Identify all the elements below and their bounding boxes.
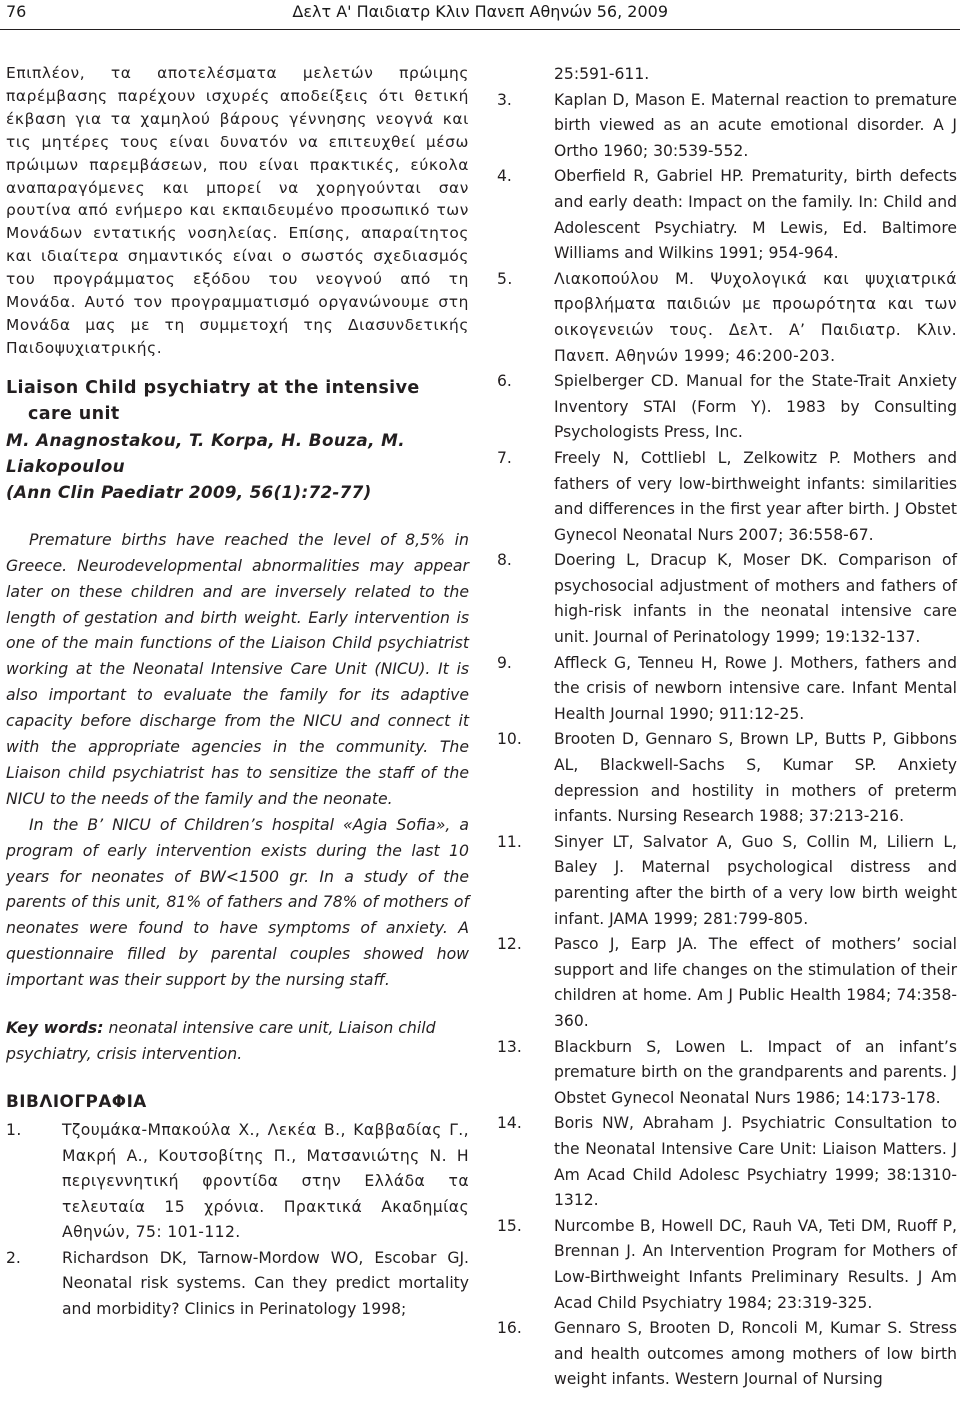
reference-text: Blackburn S, Lowen L. Impact of an infant’s premature birth on the grandparents and parents. J Obstet Gynecol Neonatal Nurs 1986; 14:173-178. [554, 1037, 957, 1107]
abstract-title [6, 375, 469, 427]
keywords-label: Key words: [6, 1018, 104, 1038]
right-column [497, 62, 957, 1393]
reference-text: Kaplan D, Mason E. Maternal reaction to premature birth viewed as an acute emotional disorder. A J Ortho 1960; 30:539-552. [554, 90, 957, 160]
reference-number: 16. [497, 1319, 522, 1338]
reference-number: 11. [497, 832, 522, 851]
left-column [6, 62, 469, 1323]
reference-text: Λιακοπούλου Μ. Ψυχολογικά και ψυχιατρικά προβλήματα παιδιών με προωρότητα και των οικογενειών τους. Δελτ. Α’ Παιδιατρ. Κλιν. Πανεπ. Αθηνών 1999; 46:200-203. [554, 269, 957, 365]
reference-number: 1. [6, 1120, 22, 1139]
reference-text: 25:591-611. [554, 65, 650, 83]
reference-item [497, 932, 957, 1034]
reference-number: 13. [497, 1037, 522, 1056]
reference-number: 8. [497, 551, 512, 570]
reference-number: 12. [497, 935, 522, 954]
abstract-paragraph-1: Premature births have reached the level of 8,5% in Greece. Neurodevelopmental abnormalities may appear later on these children and are inversely related to the length of gestation and birth weight. Early intervention is one of the main functions of the Liaison Child psychiatrist working at the Neonatal Intensive Care Unit (NICU). It is also important to evaluate the family for its adaptive capacity before discharge from the NICU and connect it with the appropriate agencies in the community. The Liaison child psychiatrist has to sensitize the staff of the NICU to the needs of the family and the neonate. [6, 529, 469, 808]
abstract-citation: (Ann Clin Paediatr 2009, 56(1):72-77) [6, 481, 372, 502]
reference-number: 10. [497, 730, 522, 749]
reference-text: Brooten D, Gennaro S, Brown LP, Butts P, Gibbons AL, Blackwell-Sachs S, Kumar SP. Anxiety depression and hostility in mothers of preterm infants. Nursing Research 1988; 37:213-216. [554, 730, 957, 826]
abstract-authors: M. Anagnostakou, T. Korpa, H. Bouza, M. Liakopoulou [6, 429, 406, 476]
reference-text: Oberfield R, Gabriel HP. Prematurity, birth defects and early death: Impact on the family. In: Child and Adolescent Psychiatry. M Lewis, Ed. Baltimore Williams and Wilkins 1991; 954-964. [554, 167, 957, 263]
reference-number: 7. [497, 448, 512, 467]
reference-item [497, 446, 957, 548]
abstract-title-line1: Liaison Child psychiatry at the intensive [6, 377, 420, 398]
reference-text: Τζουμάκα-Μπακούλα Χ., Λεκέα Β., Καββαδίας Γ., Μακρή Α., Κουτσοβίτης Π., Ματσανιώτης Ν. Η περιγεννητική φροντίδα στην Ελλάδα τα τελευταία 15 χρόνια. Πρακτικά Ακαδημίας Αθηνών, 75: 101-112. [62, 1120, 469, 1242]
reference-text: Nurcombe B, Howell DC, Rauh VA, Teti DM, Ruoff P, Brennan J. An Intervention Program for Mothers of Low-Birthweight Infants Preliminary Results. J Am Acad Child Psychiatry 1984; 23:319-325. [554, 1216, 957, 1312]
reference-item [497, 727, 957, 829]
reference-number: 3. [497, 90, 512, 109]
reference-text: Richardson DK, Tarnow-Mordow WO, Escobar GJ. Neonatal risk systems. Can they predict mortality and morbidity? Clinics in Perinatology 1998; [62, 1248, 469, 1319]
reference-text: Doering L, Dracup K, Moser DK. Comparison of psychosocial adjustment of mothers and fathers of high-risk infants in the neonatal intensive care unit. Journal of Perinatology 1999; 19:132-137. [554, 551, 957, 647]
reference-text: Freely N, Cottliebl L, Zelkowitz P. Mothers and fathers of very low-birthweight infants: similarities and differences in the first year after birth. J Obstet Gynecol Neonatal Nurs 2007; 36:558-67. [554, 448, 957, 544]
reference-number: 15. [497, 1216, 522, 1235]
references-list-left [6, 1118, 469, 1323]
keywords-text: neonatal intensive care unit, Liaison child psychiatry, crisis intervention. [6, 1018, 436, 1063]
abstract-paragraph-2: In the B’ NICU of Children’s hospital «Agia Sofia», a program of early intervention exists during the last 10 years for neonates of BW<1500 gr. In a study of the parents of this unit, 81% of fathers and 78% of mothers of neonates were found to have symptoms of anxiety. A questionnaire filled by parental couples showed how important was their support by the nursing staff. [6, 814, 469, 990]
reference-text: Boris NW, Abraham J. Psychiatric Consultation to the Neonatal Intensive Care Unit: Liaison Matters. J Am Acad Child Adolesc Psychiatry 1999; 38:1310-1312. [554, 1114, 957, 1210]
reference-item [497, 369, 957, 446]
greek-paragraph: Επιπλέον, τα αποτελέσματα μελετών πρώιμης παρέμβασης παρέχουν ισχυρές αποδείξεις ότι θετική έκβαση για τα χαμηλού βάρους γέννησης νεογνά και τις μητέρες τους είναι δυνατόν να επιτευχθεί μέσω πρώιμων παρεμβάσεων, που είναι πρακτικές, εύκολα αναπαραγόμενες και μπορεί να χορηγούνται σαν ρουτίνα από ενήμερο και εκπαιδευμένο προσωπικό των Μονάδων εντατικής νοσηλείας. Επίσης, απαραίτητος και ιδιαίτερα σημαντικός είναι ο σωστός σχεδιασμός του προγράμματος εξόδου του νεογνού από τη Μονάδα. Αυτό τον προγραμματισμό οργανώνουμε στη Μονάδα μας με τη συμμετοχή της Διασυνδετικής Παιδοψυχιατρικής. [6, 64, 469, 357]
reference-item [6, 1246, 469, 1323]
page-header [0, 0, 960, 31]
page-number: 76 [6, 2, 27, 21]
reference-number: 4. [497, 167, 512, 186]
reference-item [497, 1111, 957, 1213]
reference-item [497, 164, 957, 266]
reference-number: 9. [497, 653, 512, 672]
reference-item [497, 88, 957, 165]
reference-number: 14. [497, 1114, 522, 1133]
reference-text: Affleck G, Tenneu H, Rowe J. Mothers, fathers and the crisis of newborn intensive care. Infant Mental Health Journal 1990; 911:12-25. [554, 653, 957, 723]
reference-item [6, 1118, 469, 1246]
reference-number: 5. [497, 269, 513, 288]
reference-number: 6. [497, 372, 512, 391]
reference-text: Gennaro S, Brooten D, Roncoli M, Kumar S. Stress and health outcomes among mothers of low birth weight infants. Western Journal of Nursing [554, 1319, 957, 1389]
references-heading: ΒΙΒΛΙΟΓΡΑΦΙΑ [6, 1090, 147, 1111]
reference-item [497, 1035, 957, 1112]
header-rule [0, 29, 960, 30]
reference-item [497, 548, 957, 650]
reference-continuation [497, 62, 957, 88]
keywords [6, 1015, 469, 1067]
reference-item [497, 267, 957, 369]
reference-item [497, 830, 957, 932]
reference-number: 2. [6, 1248, 21, 1267]
reference-text: Sinyer LT, Salvator A, Guo S, Collin M, Liliern L, Baley J. Maternal psychological distress and parenting after the birth of a very low birth weight infant. JAMA 1999; 281:799-805. [554, 832, 957, 928]
reference-item [497, 651, 957, 728]
reference-text: Pasco J, Earp JA. The effect of mothers’ social support and life changes on the stimulation of their children at home. Am J Public Health 1984; 74:358-360. [554, 935, 957, 1030]
reference-item [497, 1214, 957, 1316]
running-head: Δελτ Α' Παιδιατρ Κλιν Πανεπ Αθηνών 56, 2009 [292, 2, 668, 21]
abstract-title-line2: care unit [28, 403, 120, 424]
reference-item [497, 1316, 957, 1393]
references-list-right [497, 62, 957, 1393]
reference-text: Spielberger CD. Manual for the State-Trait Anxiety Inventory STAI (Form Y). 1983 by Consulting Psychologists Press, Inc. [554, 372, 957, 442]
